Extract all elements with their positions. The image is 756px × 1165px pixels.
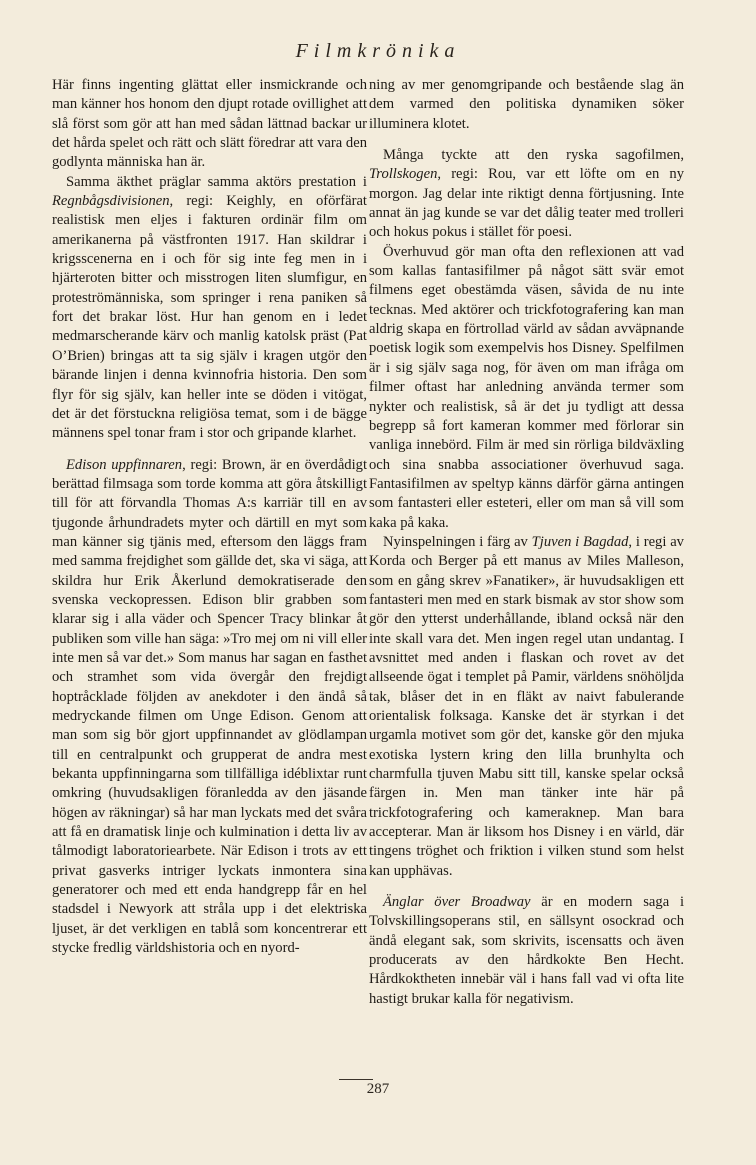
text: , i regi av Korda och Berger på ett manus av Miles Malleson, som en gång skrev »Fanatiker», är huvudsakligen ett fantasteri men med en stark bismak av stor show som gör den ytterst underhållande, ibland också när den inte skall vara det. Men ingen regel utan undantag. I avsnittet med anden i flaskan och rovet av det allseende ögat i templet på Pamir, världens snöhöljda tak, blåser det in en fläkt av naivt fabulerande orientalisk folksaga. Kanske det är styrkan i det urgamla motivet som gör det, kanske gör den mjuka exotiska lystern kring den lilla brunhylta och charmfulla tjuven Mabu sitt till, kanske spelar också färgen in. Men man tänker inte här på trickfotografering och kameraknep. Man bara accepterar. Man är liksom hos Disney i en värld, där tingens tröghet och friktion i vilken stund som helst kan upphävas. [369,533,684,879]
paragraph: Här finns ingenting glättat eller insmickrande och man känner hos honom den djupt rotade ovillighet att slå först som gör att han med sådan lättnad backar ur det hårda spelet och rätt och slätt föredrar att vara den godlynta människa han är. [52,77,367,171]
footer-rule [339,1079,373,1080]
text: är en modern saga i Tolvskillingsoperans stil, en sällsynt osockrad och ändå elegant sak, som skrivits, iscensatts och även producerats av den hårdkokte Ben Hecht. Hårdkoktheten innebär väl i hans fall vad vi ofta lite hastigt brukar kalla för negativism. [369,894,685,1007]
paragraph [369,533,684,881]
film-title: Änglar över Broadway [383,894,531,911]
paragraph: ning av mer genomgripande och bestående slag än dem varmed den politiska dynamiken söker illuminera klotet. [369,77,684,132]
text: , regi: Keighly, en oförfärat realistisk men eljes i fakturen ordinär film om amerikanerna på västfronten 1917. Han skildrar i krigsscenerna en i och för sig inte feg men in i hjärteroten bitter och misstrogen liten slumfigur, en proteströmänniska, som springer i rena paniken så fort det brakar löst. Hur han genom en i ledet medmarscherande kärv och manlig katolsk präst (Pat O’Brien) bringas att ta sig själv i kragen utgör den bärande linjen i denna kvinnofria historia. Den som flyr för sig själv, kan heller inte se döden i vitögat, det är det förstuckna religiösa temat, som i de bägge männens spel tonar fram i stor och gripande klarhet. [52,193,367,442]
paragraph [52,456,367,959]
paragraph [52,173,367,444]
running-header: Filmkrönika [295,40,461,62]
right-column [369,76,684,1009]
text: Samma äkthet präglar samma aktörs prestation i [66,173,367,190]
paragraph [369,893,684,1009]
left-column [52,76,367,958]
text: , regi: Rou, var ett löfte om en ny morgon. Jag delar inte riktigt denna förtjusning. Inte annat än jag kunde se var det dålig teater med trolleri och hokus pokus i stället för poesi. [369,166,684,241]
film-title: Edison uppfinnaren [66,456,183,473]
film-title: Trollskogen [369,166,438,183]
film-title: Regnbågsdivisionen [52,193,170,210]
text: , regi: Brown, är en överdådigt berättad filmsaga som torde komma att göra åtskilligt till för att förvandla Thomas A:s karriär till en av tjugonde århundradets myter och därtill en myt som man känner sig tjänis med, eftersom den läggs fram med samma frejdighet som gällde det, ska vi säga, att skildra hur Erik Åkerlund demokratiserade den svenska veckopressen. Edison blir grabben som klarar sig i alla väder och Spencer Tracy blinkar åt publiken som ville han säga: »Tro mej om ni vill eller inte men så var det.» Som manus har sagan en fasthet och stramhet som vida övergår den frejdigt hoptråcklade följden av anekdoter i den ändå så medryckande filmen om Unge Edison. Genom att man som sig bör gjort uppfinnandet av glödlampan till en centralpunkt och grupperat de andra mest bekanta uppfinningarna som tillfälliga idéblixtar runt omkring (huvudsakligen föranledda av den jäsande högen av räkningar) så har man lyckats med det svåra att få en dramatisk linje och kulmination i detta liv av tålmodigt laboratoriearbete. När Edison i trots av ett privat gasverks intriger lyckats inmontera sina generatorer och med ett enda handgrepp får en hel stadsdel i Newyork att stråla upp i det elektriska ljuset, är det verkligen en tablå som koncentrerar ett stycke fredlig världshistoria och en nyord- [52,456,367,957]
text: Många tyckte att den ryska sagofilmen, [383,147,684,164]
paragraph [369,146,684,243]
film-title: Tjuven i Bagdad [531,533,629,550]
paragraph: Överhuvud gör man ofta den reflexionen att vad som kallas fantasifilmer på något sätt svär emot filmens eget obestämda väsen, såvida de nu inte tecknas. Med aktörer och trickfotografering kan man aldrig skapa en förtrollad värld av sådan avväpnande poetisk logik som exempelvis hos Disney. Spelfilmen är i sig själv saga nog, för även om man ifråga om filmer oftast har anledning använda termer som nykter och realistisk, så är det ju tydligt att dessa begrepp så fort kameran kommer med förlorar sin vanliga innebörd. Film är med sin rörliga bildväxling och sina snabba associationer överhuvud saga. Fantasifilmen av speltyp känns därför gärna antingen som fantasteri eller esteteri, eller om man så vill som kaka på kaka. [369,243,684,531]
page-number: 287 [366,1081,390,1097]
text: Nyinspelningen i färg av [383,533,532,550]
